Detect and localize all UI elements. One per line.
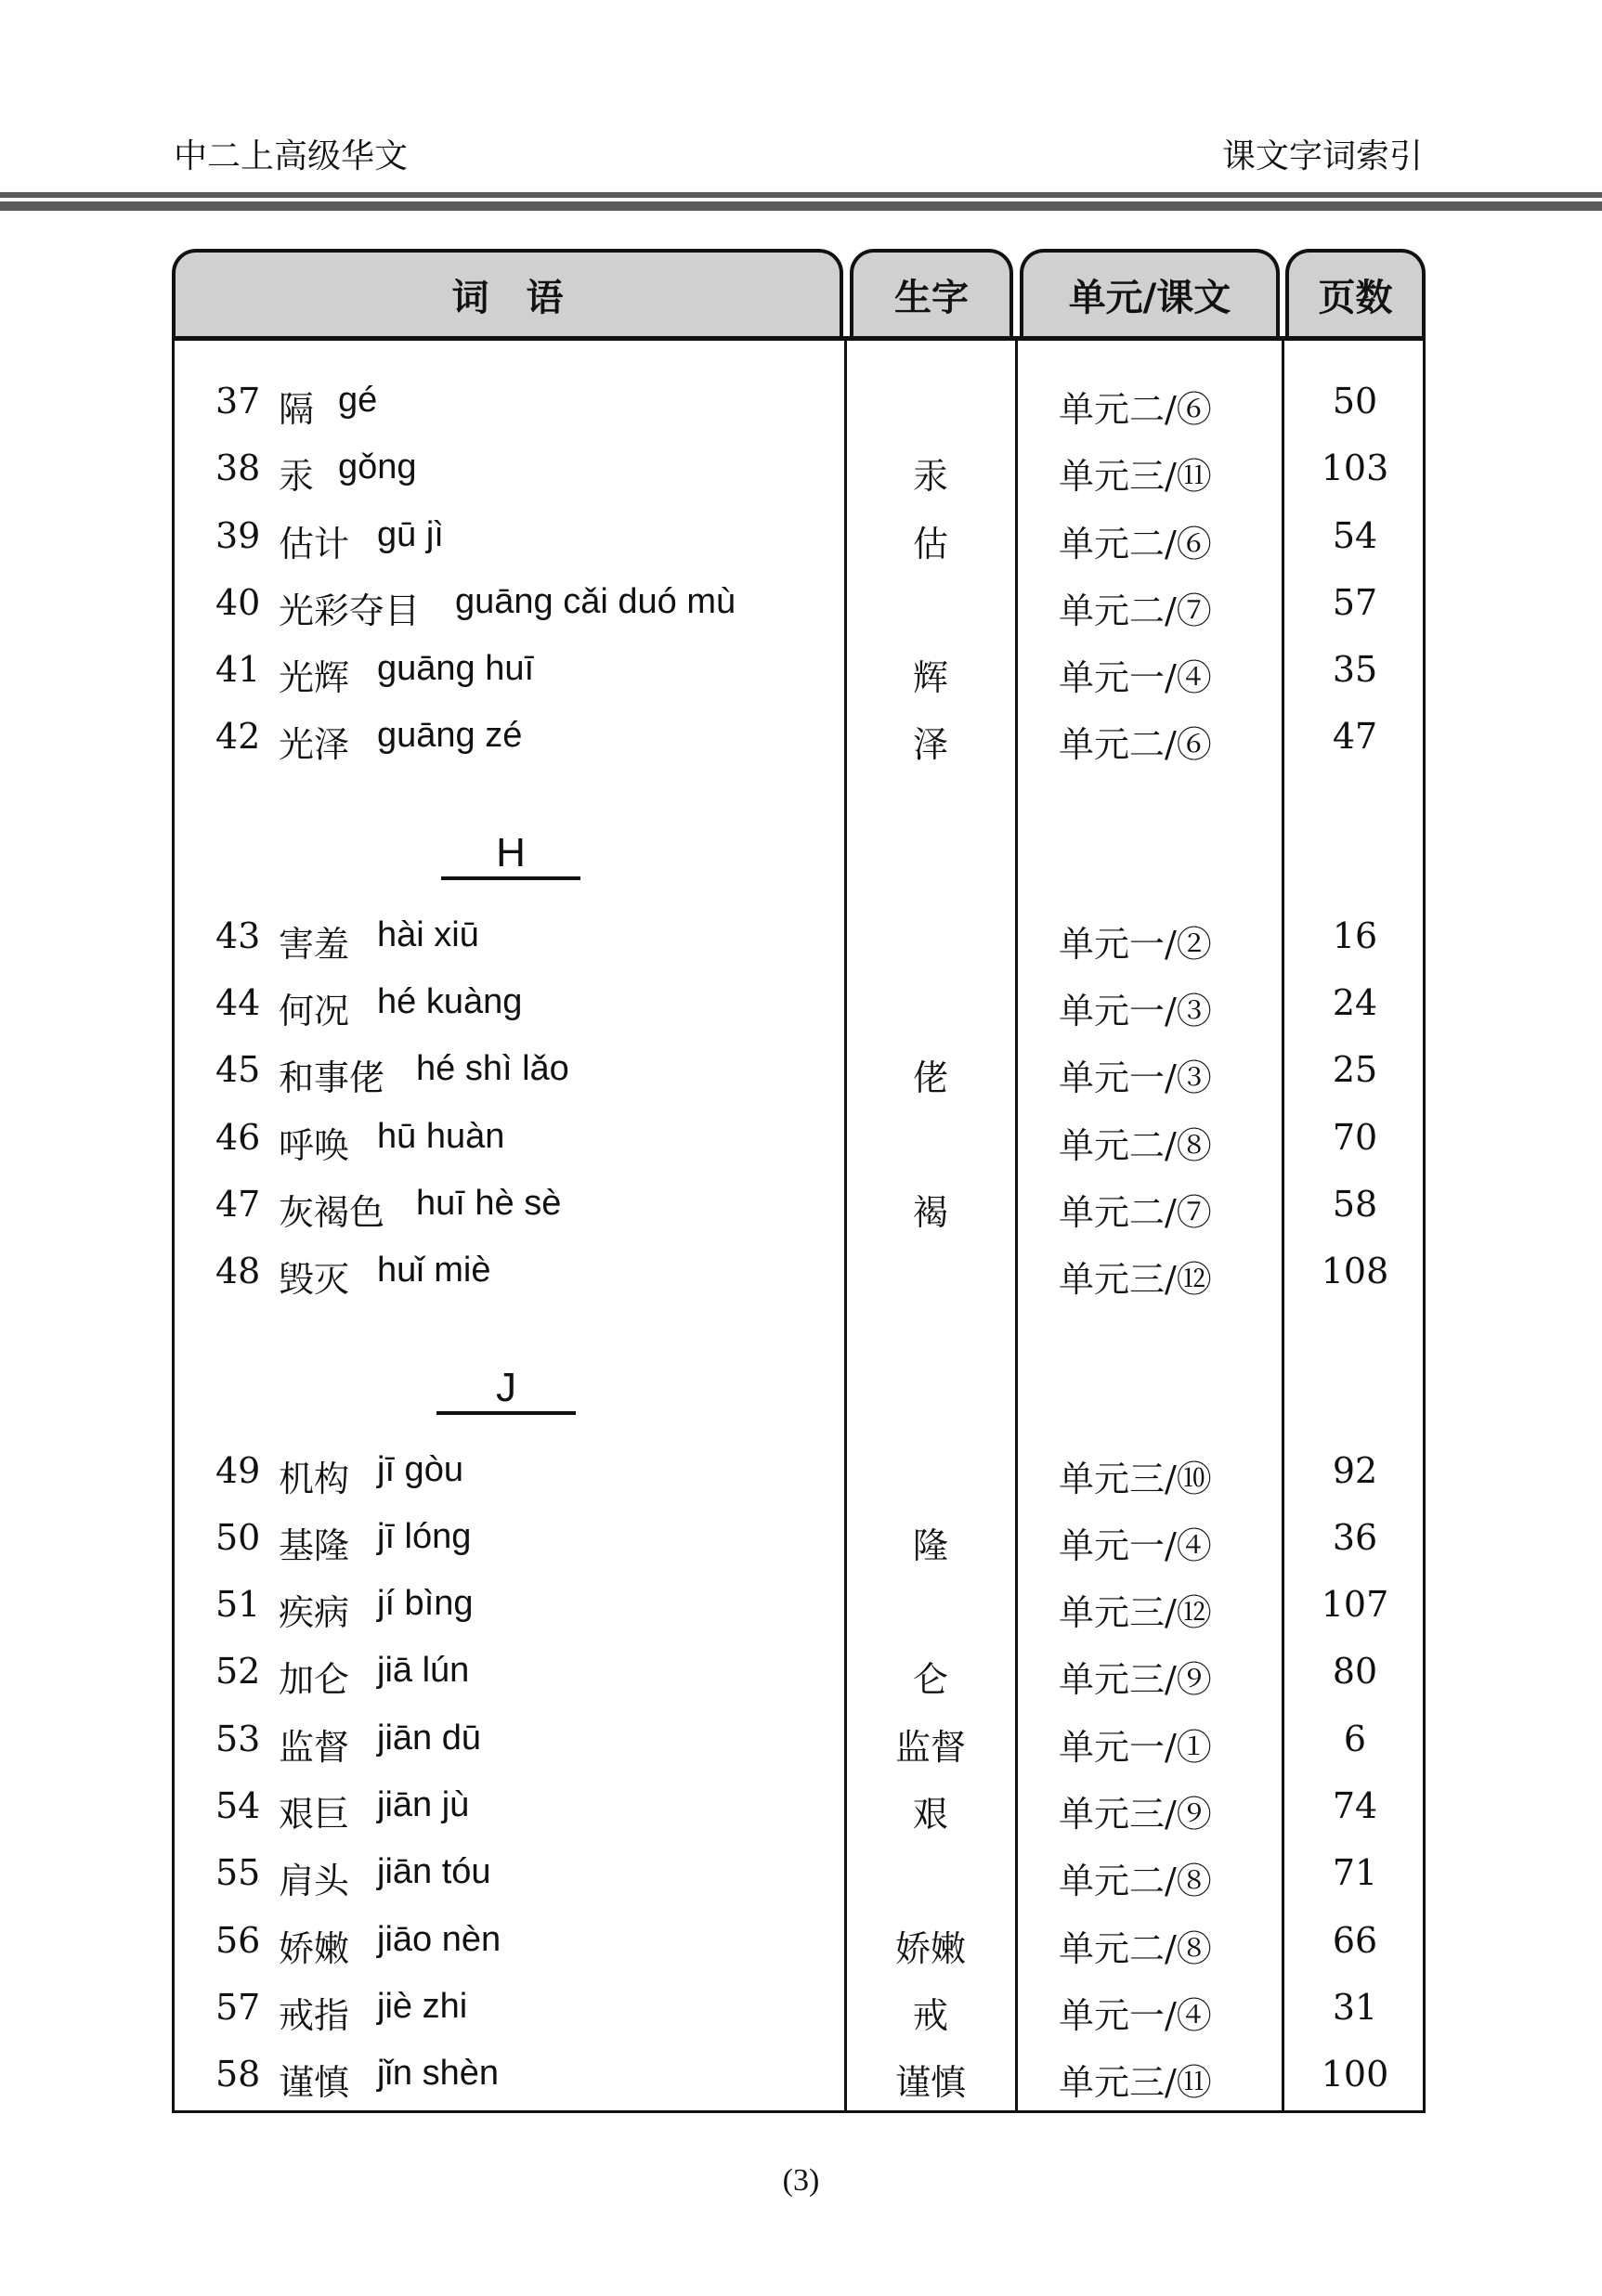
- book-title: 中二上高级华文: [174, 137, 409, 175]
- unit-lesson: 单元一/④: [1059, 1995, 1212, 2036]
- entry-pinyin: hé shì lǎo: [416, 1049, 569, 1088]
- entry-pinyin: jiān jù: [377, 1785, 470, 1824]
- entry-number: 54: [215, 1785, 261, 1826]
- unit-lesson: 单元一/④: [1059, 657, 1212, 698]
- entry-word: 光辉: [279, 657, 350, 698]
- table-row: [0, 716, 1602, 772]
- page-ref: 31: [1332, 1987, 1378, 2028]
- entry-word: 肩头: [279, 1861, 350, 1901]
- entry-number: 46: [215, 1117, 261, 1158]
- entry-word: 加仑: [279, 1659, 350, 1700]
- table-row: [0, 1049, 1602, 1105]
- unit-lesson: 单元二/⑦: [1059, 590, 1212, 631]
- entry-number: 50: [215, 1517, 261, 1558]
- table-row: [0, 1117, 1602, 1173]
- table-row: [0, 448, 1602, 503]
- unit-lesson: 单元二/⑥: [1059, 524, 1212, 564]
- entry-number: 51: [215, 1584, 261, 1625]
- entry-number: 41: [215, 649, 261, 690]
- unit-lesson: 单元二/⑧: [1059, 1125, 1212, 1166]
- unit-lesson: 单元二/⑥: [1059, 724, 1212, 765]
- entry-word: 呼唤: [279, 1125, 350, 1166]
- page-ref: 54: [1332, 515, 1378, 556]
- entry-pinyin: jiān dū: [377, 1719, 481, 1758]
- page-ref: 107: [1321, 1584, 1389, 1625]
- page-ref: 103: [1321, 448, 1389, 488]
- unit-lesson: 单元三/⑩: [1059, 1459, 1212, 1499]
- unit-lesson: 单元二/⑧: [1059, 1928, 1212, 1969]
- entry-word: 何况: [279, 991, 350, 1031]
- header-bottom-rule: [172, 336, 1426, 341]
- column-header-page: 页数: [1285, 249, 1426, 336]
- page-ref: 47: [1332, 716, 1378, 757]
- page-ref: 100: [1321, 2054, 1389, 2095]
- table-row: [0, 582, 1602, 638]
- unit-lesson: 单元三/⑫: [1059, 1259, 1212, 1300]
- entry-number: 45: [215, 1049, 261, 1090]
- page-ref: 70: [1332, 1117, 1378, 1158]
- new-characters: 辉: [912, 657, 948, 698]
- page-ref: 108: [1321, 1251, 1389, 1291]
- entry-pinyin: jī lóng: [377, 1517, 472, 1556]
- section-letter-heading: J: [436, 1365, 576, 1415]
- page-ref: 36: [1332, 1517, 1378, 1558]
- entry-pinyin: huǐ miè: [377, 1251, 491, 1290]
- table-row: [0, 649, 1602, 705]
- entry-word: 基隆: [279, 1525, 350, 1566]
- entry-pinyin: gé: [338, 381, 378, 420]
- table-row: [0, 1852, 1602, 1908]
- unit-lesson: 单元一/①: [1059, 1727, 1212, 1768]
- unit-lesson: 单元三/⑪: [1059, 456, 1212, 497]
- entry-number: 47: [215, 1184, 261, 1225]
- entry-pinyin: hài xiū: [377, 915, 479, 954]
- entry-word: 灰褐色: [279, 1192, 385, 1233]
- entry-word: 隔: [279, 389, 315, 430]
- unit-lesson: 单元二/⑥: [1059, 389, 1212, 430]
- page-ref: 74: [1332, 1785, 1378, 1826]
- entry-pinyin: hé kuàng: [377, 982, 523, 1021]
- entry-pinyin: guāng huī: [377, 649, 535, 688]
- unit-lesson: 单元二/⑦: [1059, 1192, 1212, 1233]
- new-characters: 褐: [912, 1192, 948, 1233]
- unit-lesson: 单元一/②: [1059, 924, 1212, 965]
- entry-number: 37: [215, 381, 261, 422]
- entry-word: 娇嫩: [279, 1928, 350, 1969]
- new-characters: 汞: [912, 456, 948, 497]
- table-row: [0, 1785, 1602, 1841]
- page-ref: 50: [1332, 381, 1378, 422]
- table-row: [0, 381, 1602, 436]
- entry-word: 戒指: [279, 1995, 350, 2036]
- entry-number: 56: [215, 1920, 261, 1961]
- entry-word: 监督: [279, 1727, 350, 1768]
- page-ref: 6: [1343, 1719, 1367, 1759]
- entry-pinyin: gǒng: [338, 448, 417, 486]
- header-rule-thick: [0, 201, 1602, 211]
- new-characters: 隆: [912, 1525, 948, 1566]
- page-ref: 24: [1332, 982, 1378, 1023]
- table-row: [0, 982, 1602, 1038]
- table-row: [0, 1584, 1602, 1640]
- entry-number: 48: [215, 1251, 261, 1291]
- entry-pinyin: hū huàn: [377, 1117, 505, 1156]
- unit-lesson: 单元三/⑨: [1059, 1794, 1212, 1835]
- entry-pinyin: guāng cǎi duó mù: [455, 582, 736, 621]
- section-title: 课文字词索引: [1221, 137, 1423, 175]
- entry-word: 谨慎: [279, 2062, 350, 2103]
- page-ref: 25: [1332, 1049, 1378, 1090]
- table-bottom-rule: [172, 2110, 1426, 2113]
- entry-number: 57: [215, 1987, 261, 2028]
- page-ref: 71: [1332, 1852, 1378, 1893]
- entry-number: 52: [215, 1651, 261, 1692]
- table-row: [0, 1450, 1602, 1506]
- new-characters: 娇嫩: [894, 1928, 966, 1969]
- entry-word: 毁灭: [279, 1259, 350, 1300]
- entry-number: 40: [215, 582, 261, 623]
- unit-lesson: 单元三/⑨: [1059, 1659, 1212, 1700]
- page-ref: 58: [1332, 1184, 1378, 1225]
- entry-word: 疾病: [279, 1592, 350, 1633]
- entry-pinyin: jī gòu: [377, 1450, 463, 1489]
- page-ref: 57: [1332, 582, 1378, 623]
- page-ref: 66: [1332, 1920, 1378, 1961]
- page-ref: 92: [1332, 1450, 1378, 1491]
- table-row: [0, 515, 1602, 571]
- new-characters: 谨慎: [894, 2062, 966, 2103]
- table-row: [0, 1719, 1602, 1774]
- entry-pinyin: gū jì: [377, 515, 444, 554]
- entry-pinyin: jiān tóu: [377, 1852, 491, 1891]
- entry-pinyin: jǐn shèn: [377, 2054, 499, 2093]
- entry-word: 艰巨: [279, 1794, 350, 1835]
- new-characters: 泽: [912, 724, 948, 765]
- entry-number: 42: [215, 716, 261, 757]
- unit-lesson: 单元三/⑪: [1059, 2062, 1212, 2103]
- unit-lesson: 单元一/③: [1059, 1057, 1212, 1098]
- entry-number: 53: [215, 1719, 261, 1759]
- header-rule-thin: [0, 192, 1602, 198]
- entry-word: 害羞: [279, 924, 350, 965]
- column-header-words: 词 语: [172, 249, 843, 336]
- entry-pinyin: huī hè sè: [416, 1184, 562, 1223]
- page-ref: 80: [1332, 1651, 1378, 1692]
- new-characters: 估: [912, 524, 948, 564]
- new-characters: 佬: [912, 1057, 948, 1098]
- entry-number: 39: [215, 515, 261, 556]
- entry-number: 58: [215, 2054, 261, 2095]
- table-row: [0, 1920, 1602, 1976]
- entry-number: 49: [215, 1450, 261, 1491]
- entry-word: 机构: [279, 1459, 350, 1499]
- entry-number: 44: [215, 982, 261, 1023]
- entry-word: 光泽: [279, 724, 350, 765]
- section-letter-heading: H: [441, 830, 580, 880]
- unit-lesson: 单元一/③: [1059, 991, 1212, 1031]
- unit-lesson: 单元三/⑫: [1059, 1592, 1212, 1633]
- table-row: [0, 2054, 1602, 2109]
- new-characters: 监督: [894, 1727, 966, 1768]
- column-header-unit-lesson: 单元/课文: [1020, 249, 1280, 336]
- table-row: [0, 1651, 1602, 1706]
- entry-pinyin: jiè zhi: [377, 1987, 468, 2026]
- unit-lesson: 单元一/④: [1059, 1525, 1212, 1566]
- entry-word: 和事佬: [279, 1057, 385, 1098]
- entry-number: 43: [215, 915, 261, 956]
- new-characters: 戒: [912, 1995, 948, 2036]
- table-row: [0, 1251, 1602, 1306]
- entry-word: 估计: [279, 524, 350, 564]
- table-row: [0, 1987, 1602, 2043]
- entry-pinyin: guāng zé: [377, 716, 523, 755]
- page-ref: 16: [1332, 915, 1378, 956]
- new-characters: 艰: [912, 1794, 948, 1835]
- unit-lesson: 单元二/⑧: [1059, 1861, 1212, 1901]
- entry-pinyin: jí bìng: [377, 1584, 474, 1623]
- table-row: [0, 915, 1602, 971]
- column-header-new-chars: 生字: [850, 249, 1013, 336]
- table-row: [0, 1184, 1602, 1239]
- new-characters: 仑: [912, 1659, 948, 1700]
- entry-number: 38: [215, 448, 261, 488]
- page-number: (3): [782, 2163, 820, 2198]
- entry-word: 光彩夺目: [279, 590, 421, 631]
- entry-word: 汞: [279, 456, 315, 497]
- page-ref: 35: [1332, 649, 1378, 690]
- entry-pinyin: jiā lún: [377, 1651, 470, 1690]
- entry-pinyin: jiāo nèn: [377, 1920, 501, 1959]
- table-row: [0, 1517, 1602, 1573]
- entry-number: 55: [215, 1852, 261, 1893]
